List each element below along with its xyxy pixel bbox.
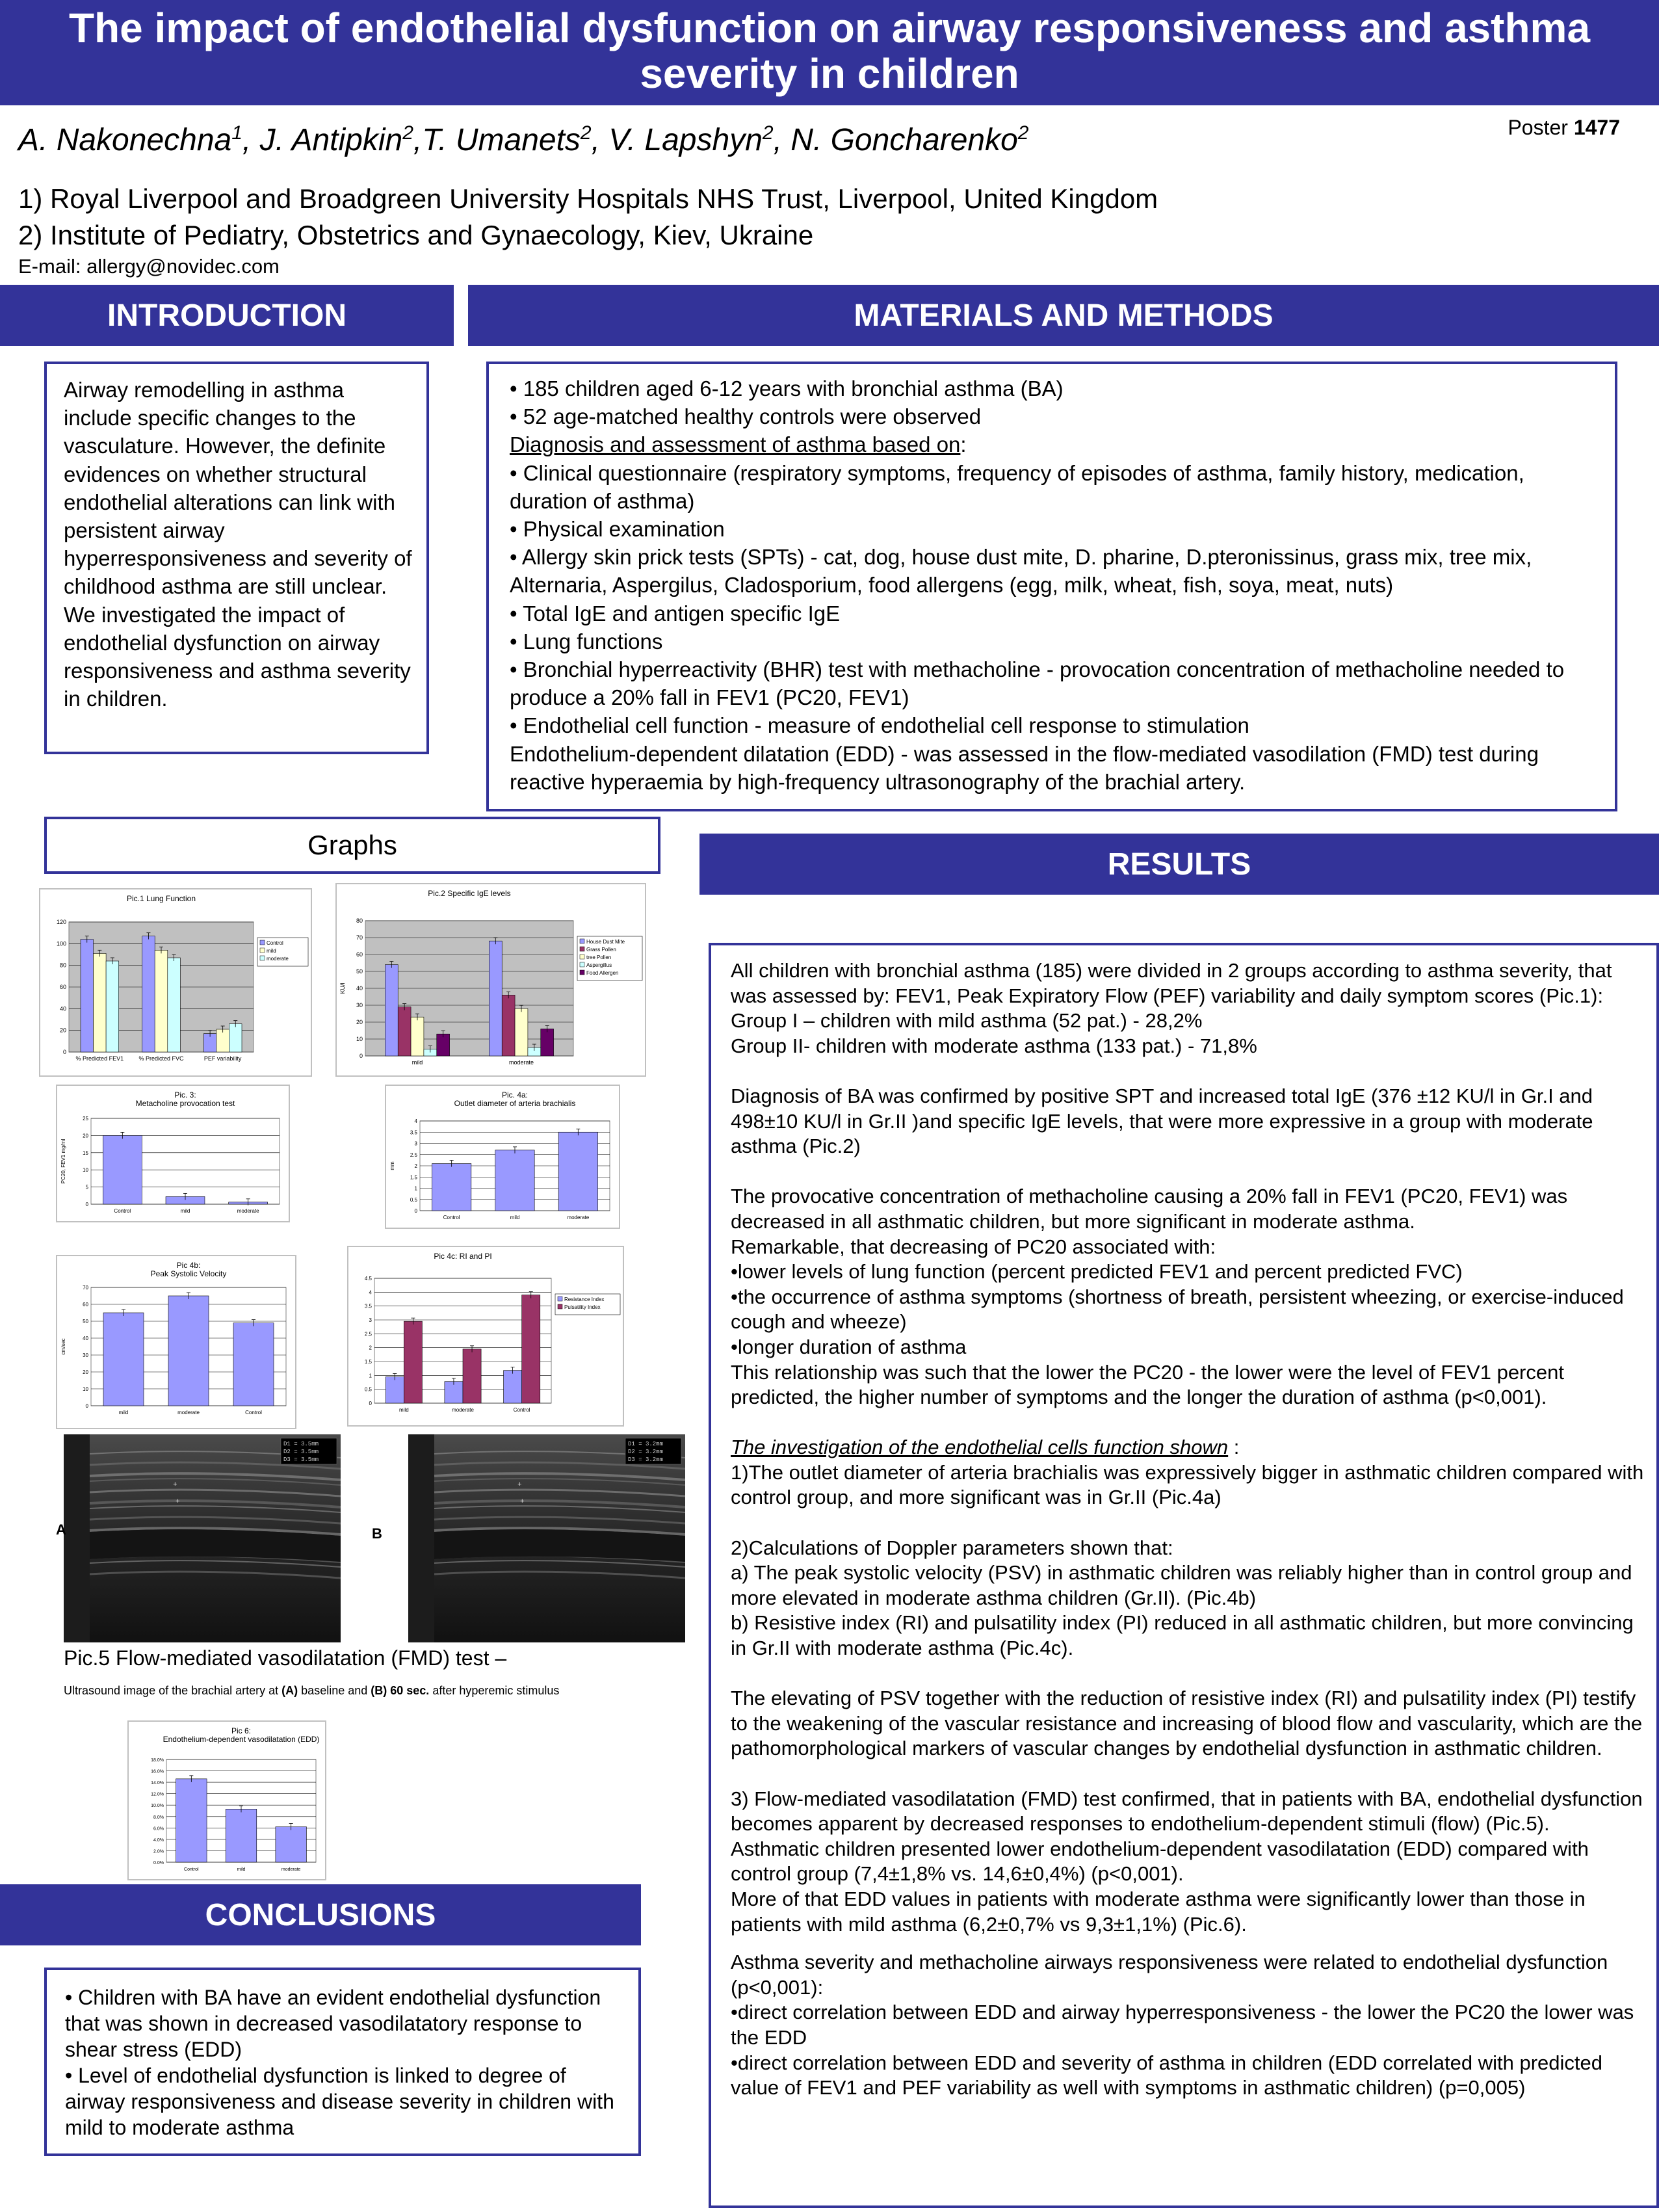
chart-title xyxy=(136,1090,235,1108)
introduction-paragraph: Airway remodelling in asthma include specific changes to the vasculature. However, the definite evidences on whether structural endothelial alterations can link with persistent airway hyperresponsiveness and severity of childhood asthma are still unclear. xyxy=(64,378,412,599)
subcaption-b: (B) 60 sec. xyxy=(371,1684,430,1697)
y-tick-label: 5 xyxy=(85,1184,88,1191)
bar-pic1-0-2 xyxy=(106,961,119,1052)
y-tick-label: 20 xyxy=(83,1369,88,1375)
y-tick-label: 0.0% xyxy=(153,1861,164,1865)
conclusions-box xyxy=(44,1968,641,2156)
diagnosis-colon: : xyxy=(960,432,967,457)
chart-svg xyxy=(57,1256,295,1428)
bar-pic4b-1-0 xyxy=(168,1296,209,1406)
y-tick-label: 70 xyxy=(356,934,363,941)
graphs-heading: Graphs xyxy=(44,817,660,874)
y-tick-label: 2 xyxy=(369,1345,372,1351)
chart-title-line: Pic 4b: xyxy=(176,1261,201,1270)
y-tick-label: 40 xyxy=(83,1336,88,1341)
poster-number: 1477 xyxy=(1573,116,1620,139)
bar-pic4a-1-0 xyxy=(495,1150,534,1211)
poster-title: The impact of endothelial dysfunction on airway responsiveness and asthma severity in children xyxy=(68,5,1591,97)
y-tick-label: 0 xyxy=(85,1403,88,1409)
y-tick-label: 4.0% xyxy=(153,1837,164,1843)
contact-email: E-mail: allergy@novidec.com xyxy=(18,255,280,278)
y-tick-label: 20 xyxy=(356,1019,363,1025)
legend-swatch xyxy=(558,1297,562,1301)
results-paragraph: b) Resistive index (RI) and pulsatility index (PI) reduced in all asthmatic children, but more convincing in Gr.II with moderate asthma (Pic.4c). xyxy=(731,1611,1634,1660)
results-paragraph: •the occurrence of asthma symptoms (shortness of breath, persistent wheezing, or exercise-induced cough and wheeze) xyxy=(731,1285,1624,1334)
y-tick-label: 15 xyxy=(83,1150,88,1156)
methods-text xyxy=(510,375,1602,796)
bar-pic2-1-1 xyxy=(502,995,515,1056)
legend-swatch xyxy=(580,955,584,959)
y-tick-label: 10.0% xyxy=(151,1804,164,1809)
bar-pic2-0-2 xyxy=(411,1017,424,1056)
author-name: N. Goncharenko xyxy=(790,123,1018,157)
y-tick-label: 10 xyxy=(356,1036,363,1042)
legend-swatch xyxy=(260,948,265,953)
results-paragraph: a) The peak systolic velocity (PSV) in asthmatic children was reliably higher than in control group and more elevated in moderate asthma children (Gr.II). (Pic.4b) xyxy=(731,1561,1632,1609)
bar-pic2-1-4 xyxy=(541,1029,554,1056)
legend-entry: mild xyxy=(267,948,276,954)
y-tick-label: 120 xyxy=(56,919,66,925)
results-paragraph: Asthma severity and methacholine airways responsiveness were related to endothelial dysfunction (p<0,001): xyxy=(731,1951,1608,1999)
y-tick-label: 4 xyxy=(369,1289,372,1296)
bar-pic1-1-0 xyxy=(142,936,155,1052)
results-paragraph: 1)The outlet diameter of arteria brachialis was expressively bigger in asthmatic children compared with control group, and more significant was in Gr.II (Pic.4a) xyxy=(731,1460,1644,1509)
ultrasound-label-a: A xyxy=(56,1521,66,1538)
bar-pic1-1-1 xyxy=(155,950,168,1052)
bar-pic4b-0-0 xyxy=(103,1313,144,1406)
x-tick-label: Control xyxy=(184,1867,199,1872)
pic5-caption: Pic.5 Flow-mediated vasodilatation (FMD) test – xyxy=(64,1646,507,1670)
methods-box xyxy=(486,362,1617,811)
bar-pic4c-2-0 xyxy=(504,1371,522,1403)
methods-subheading xyxy=(510,430,1602,458)
chart-title xyxy=(163,1726,320,1744)
y-tick-label: 3.5 xyxy=(410,1129,417,1136)
author-list: A. Nakonechna$^1$, J. Antipkin$^2$,T. Umanets$^2$, V. Lapshyn$^2$, N. Goncharenko$^2$ xyxy=(18,122,1029,157)
y-tick-label: 10 xyxy=(83,1167,88,1174)
legend-entry: Aspergillus xyxy=(586,962,612,968)
poster-label: Poster xyxy=(1508,116,1568,139)
us-caliper-mark: + xyxy=(520,1498,525,1506)
x-tick-label: Control xyxy=(443,1215,460,1220)
x-tick-label: mild xyxy=(118,1410,129,1415)
us-caliper-mark: + xyxy=(517,1481,522,1489)
chart-pic4b-peak-systolic-velocity xyxy=(56,1255,296,1429)
y-tick-label: 100 xyxy=(56,940,66,947)
introduction-paragraph: We investigated the impact of endothelial dysfunction on airway responsiveness and asthma severity in children. xyxy=(64,602,411,711)
y-tick-label: 2.5 xyxy=(410,1152,417,1158)
y-tick-label: 0.5 xyxy=(410,1196,417,1203)
legend-entry: Pulsatility Index xyxy=(564,1304,601,1310)
y-tick-label: 40 xyxy=(59,1005,66,1012)
author-affiliation-number: 1 xyxy=(231,122,242,144)
y-axis-label: mm xyxy=(389,1161,395,1170)
bar-pic6-1-0 xyxy=(226,1809,257,1862)
y-axis-label: cm/sec xyxy=(60,1338,66,1355)
y-tick-label: 6.0% xyxy=(153,1826,164,1832)
methods-heading: MATERIALS AND METHODS xyxy=(468,285,1659,346)
chart-svg xyxy=(337,884,645,1075)
results-paragraph: •lower levels of lung function (percent predicted FEV1 and percent predicted FVC) xyxy=(731,1260,1463,1284)
y-tick-label: 50 xyxy=(356,968,363,975)
title-bar xyxy=(0,0,1659,105)
y-tick-label: 3 xyxy=(414,1140,417,1147)
legend-entry: tree Pollen xyxy=(586,955,612,960)
methods-item: • Lung functions xyxy=(510,629,663,653)
legend-swatch xyxy=(580,947,584,951)
bar-pic6-2-0 xyxy=(276,1827,307,1862)
chart-title-line: Pic. 3: xyxy=(174,1090,196,1099)
methods-item: • Total IgE and antigen specific IgE xyxy=(510,601,841,625)
legend-swatch xyxy=(580,939,584,943)
methods-item: • Endothelial cell function - measure of endothelial cell response to stimulation xyxy=(510,713,1249,738)
x-tick-label: PEF variability xyxy=(203,1055,242,1062)
subcaption-part: baseline and xyxy=(298,1684,371,1697)
x-tick-label: moderate xyxy=(508,1059,534,1066)
y-tick-label: 3.5 xyxy=(364,1303,372,1310)
results-paragraph: Group II- children with moderate asthma (133 pat.) - 71,8% xyxy=(731,1034,1257,1057)
y-tick-label: 1 xyxy=(414,1185,417,1192)
bar-pic4a-0-0 xyxy=(432,1164,471,1211)
author-affiliation-number: 2 xyxy=(580,122,592,144)
conclusions-heading: CONCLUSIONS xyxy=(0,1884,641,1945)
y-tick-label: 20 xyxy=(83,1133,88,1139)
methods-item: • 52 age-matched healthy controls were observed xyxy=(510,404,982,429)
ultrasound-image-b xyxy=(408,1434,685,1642)
conclusion-item: • Children with BA have an evident endothelial dysfunction that was shown in decreased vasodilatatory response to shear stress (EDD) xyxy=(65,1986,601,2061)
author-name: T. Umanets xyxy=(422,123,581,157)
conclusion-item: • Level of endothelial dysfunction is linked to degree of airway responsiveness and disease severity in children with mild to moderate asthma xyxy=(65,2064,614,2139)
ultrasound-image-a xyxy=(64,1434,341,1642)
results-heading: RESULTS xyxy=(699,834,1659,895)
us-readout-line: D3 = 3.5mm xyxy=(283,1456,319,1463)
results-paragraph: All children with bronchial asthma (185) were divided in 2 groups according to asthma severity, that was assessed by: FEV1, Peak Expiratory Flow (PEF) variability and daily symptom scores (Pic.1): xyxy=(731,959,1612,1007)
y-tick-label: 60 xyxy=(83,1302,88,1308)
y-tick-label: 8.0% xyxy=(153,1815,164,1820)
legend-entry: House Dust Mite xyxy=(586,939,625,945)
chart-svg xyxy=(386,1086,619,1228)
results-paragraph: •direct correlation between EDD and airway hyperresponsiveness - the lower the PC20 the lower was the EDD xyxy=(731,2001,1634,2049)
legend-entry: Food Allergen xyxy=(586,970,619,976)
y-tick-label: 2 xyxy=(414,1163,417,1169)
x-tick-label: mild xyxy=(180,1208,190,1214)
chart-title-line: Pic 4c: RI and PI xyxy=(434,1252,492,1261)
results-box xyxy=(709,943,1659,2208)
chart-pic3-methacholine xyxy=(56,1085,290,1222)
affiliation-2: 2) Institute of Pediatry, Obstetrics and Gynaecology, Kiev, Ukraine xyxy=(18,220,814,250)
bar-pic2-0-1 xyxy=(398,1007,411,1056)
methods-item: • Physical examination xyxy=(510,517,725,542)
y-tick-label: 0 xyxy=(359,1053,363,1059)
author-name: J. Antipkin xyxy=(259,123,403,157)
y-tick-label: 0.5 xyxy=(364,1386,372,1393)
bar-pic2-1-2 xyxy=(515,1008,528,1056)
x-tick-label: Control xyxy=(245,1410,262,1415)
chart-title xyxy=(454,1090,576,1108)
subcaption-part: after hyperemic stimulus xyxy=(429,1684,560,1697)
x-tick-label: mild xyxy=(398,1407,409,1413)
y-tick-label: 70 xyxy=(83,1285,88,1291)
chart-pic4a-outlet-diameter xyxy=(385,1085,620,1229)
methods-item: • Allergy skin prick tests (SPTs) - cat, dog, house dust mite, D. pharine, D.pteronissinus, grass mix, tree mix, Alternaria, Aspergilus, Cladosporium, food allergens (egg, milk, wheat, fish, soya, meat, nuts) xyxy=(510,545,1532,598)
results-paragraph: •direct correlation between EDD and severity of asthma in children (EDD correlated with predicted value of FEV1 and PEF variability as well with symptoms in asthmatic children) (p=0,005) xyxy=(731,2051,1603,2100)
y-tick-label: 2.5 xyxy=(364,1331,372,1337)
introduction-box xyxy=(44,362,429,754)
legend-swatch xyxy=(260,956,265,960)
y-tick-label: 14.0% xyxy=(151,1781,164,1786)
methods-item: • Bronchial hyperreactivity (BHR) test with methacholine - provocation concentration of methacholine needed to produce a 20% fall in FEV1 (PC20, FEV1) xyxy=(510,657,1565,710)
y-tick-label: 60 xyxy=(59,984,66,990)
results-paragraph: Asthmatic children presented lower endothelium-dependent vasodilatation (EDD) compared with control group (7,4±1,8% vs. 14,6±0,4%) (p<0,001). xyxy=(731,1837,1589,1886)
chart-pic2-specific-ige xyxy=(335,883,646,1077)
y-tick-label: 2.0% xyxy=(153,1849,164,1854)
y-tick-label: 30 xyxy=(83,1352,88,1358)
chart-title xyxy=(127,894,196,903)
legend-entry: Control xyxy=(267,940,283,946)
us-caliper-mark: + xyxy=(176,1498,180,1506)
bar-pic6-0-0 xyxy=(176,1779,207,1862)
us-readout-line: D3 = 3.2mm xyxy=(628,1456,664,1463)
y-tick-label: 1.5 xyxy=(364,1359,372,1365)
chart-title-line: Pic.1 Lung Function xyxy=(126,894,196,903)
x-tick-label: % Predicted FEV1 xyxy=(75,1055,124,1062)
y-tick-label: 12.0% xyxy=(151,1792,164,1797)
bar-pic4b-2-0 xyxy=(233,1323,274,1406)
results-text xyxy=(731,958,1645,2101)
affiliation-1: 1) Royal Liverpool and Broadgreen University Hospitals NHS Trust, Liverpool, United Kingdom xyxy=(18,183,1158,214)
bar-pic4c-1-1 xyxy=(463,1349,481,1403)
bar-pic4a-2-0 xyxy=(558,1132,597,1211)
x-tick-label: moderate xyxy=(177,1410,200,1415)
bar-pic4c-2-1 xyxy=(522,1295,540,1403)
y-tick-label: 18.0% xyxy=(151,1758,164,1763)
y-tick-label: 3 xyxy=(369,1317,372,1323)
chart-title-line: Endothelium-dependent vasodilatation (EDD) xyxy=(163,1735,320,1744)
chart-title-line: Pic 6: xyxy=(231,1726,252,1735)
y-tick-label: 60 xyxy=(356,951,363,958)
ultrasound-svg xyxy=(64,1434,341,1642)
author-affiliation-number: 2 xyxy=(1017,122,1029,144)
bar-pic3-0-0 xyxy=(103,1135,142,1204)
bar-pic2-0-0 xyxy=(385,965,398,1056)
x-tick-label: mild xyxy=(237,1867,246,1872)
y-tick-label: 50 xyxy=(83,1319,88,1324)
chart-title-line: Outlet diameter of arteria brachialis xyxy=(454,1099,576,1108)
y-tick-label: 0 xyxy=(414,1208,417,1214)
chart-title xyxy=(428,889,510,898)
results-paragraph: Group I – children with mild asthma (52 pat.) - 28,2% xyxy=(731,1009,1203,1033)
author-name: A. Nakonechna xyxy=(18,123,232,157)
subcaption-part: Ultrasound image of the brachial artery at xyxy=(64,1684,282,1697)
ultrasound-label-b: B xyxy=(372,1525,382,1542)
y-tick-label: 20 xyxy=(59,1027,66,1034)
chart-pic6-edd xyxy=(127,1720,326,1880)
legend-swatch xyxy=(580,962,584,967)
conclusions-text xyxy=(65,1984,623,2140)
methods-item: Endothelium-dependent dilatation (EDD) - was assessed in the flow-mediated vasodilation (FMD) test during reactive hyperaemia by high-frequency ultrasonography of the brachial artery. xyxy=(510,741,1539,794)
introduction-text xyxy=(64,376,412,713)
x-tick-label: Control xyxy=(513,1407,530,1413)
y-tick-label: 1.5 xyxy=(410,1174,417,1181)
y-tick-label: 40 xyxy=(356,985,363,992)
pic5-subcaption xyxy=(64,1684,559,1698)
y-axis-label: PC20, FEV1 mg/ml xyxy=(60,1139,66,1184)
y-tick-label: 0 xyxy=(369,1401,372,1406)
us-readout-line: D1 = 3.2mm xyxy=(628,1441,664,1447)
y-tick-label: 80 xyxy=(356,917,363,924)
diagnosis-heading: Diagnosis and assessment of asthma based on xyxy=(510,432,961,457)
x-tick-label: moderate xyxy=(281,1867,301,1872)
bar-pic1-1-2 xyxy=(168,958,181,1052)
us-caliper-mark: + xyxy=(173,1481,177,1489)
y-tick-label: 4 xyxy=(414,1118,417,1124)
bar-pic4c-0-0 xyxy=(385,1376,404,1403)
chart-title-line: Pic. 4a: xyxy=(501,1090,529,1099)
bar-pic1-2-1 xyxy=(216,1029,229,1052)
chart-title-line: Peak Systolic Velocity xyxy=(150,1269,227,1278)
endothelial-heading: The investigation of the endothelial cells function shown xyxy=(731,1436,1229,1459)
chart-svg xyxy=(129,1722,325,1879)
us-readout-line: D2 = 3.2mm xyxy=(628,1449,664,1455)
methods-item: • Clinical questionnaire (respiratory symptoms, frequency of episodes of asthma, family history, medication, duration of asthma) xyxy=(510,460,1524,513)
legend-swatch xyxy=(558,1304,562,1309)
x-tick-label: Control xyxy=(114,1208,131,1214)
legend-entry: moderate xyxy=(267,956,289,962)
ultrasound-svg xyxy=(408,1434,685,1642)
chart-svg xyxy=(57,1086,289,1221)
y-tick-label: 80 xyxy=(59,962,66,969)
y-tick-label: 0 xyxy=(62,1049,66,1055)
bar-pic2-1-0 xyxy=(489,941,502,1056)
us-readout-line: D2 = 3.5mm xyxy=(283,1449,319,1455)
y-tick-label: 4.5 xyxy=(364,1276,372,1282)
author-affiliation-number: 2 xyxy=(402,122,413,144)
chart-pic4c-ri-pi xyxy=(347,1246,624,1427)
results-paragraph: •longer duration of asthma xyxy=(731,1335,967,1358)
chart-svg xyxy=(348,1247,623,1425)
legend-entry: Resistance Index xyxy=(564,1297,605,1302)
x-tick-label: % Predicted FVC xyxy=(138,1055,184,1062)
results-paragraph: More of that EDD values in patients with moderate asthma were significantly lower than those in patients with mild asthma (6,2±0,7% vs 9,3±1,1%) (Pic.6). xyxy=(731,1887,1586,1936)
y-tick-label: 16.0% xyxy=(151,1769,164,1774)
results-paragraph: The provocative concentration of methacholine causing a 20% fall in FEV1 (PC20, FEV1) was decreased in all asthmatic children, but more significant in moderate asthma. xyxy=(731,1185,1568,1233)
x-tick-label: moderate xyxy=(567,1215,590,1220)
results-paragraph: The elevating of PSV together with the reduction of resistive index (RI) and pulsatility index (PI) testify to the weakening of the vascular resistance and increasing of blood flow and vascularity, which are the pathomorphological markers of vascular changes by endothelial dysfunction in asthmatic children. xyxy=(731,1687,1643,1760)
legend-entry: Grass Pollen xyxy=(586,947,616,953)
x-tick-label: moderate xyxy=(237,1208,259,1214)
y-tick-label: 0 xyxy=(85,1202,88,1207)
legend-swatch xyxy=(260,940,265,945)
x-tick-label: moderate xyxy=(452,1407,474,1413)
bar-pic1-2-2 xyxy=(229,1024,242,1052)
author-affiliation-number: 2 xyxy=(762,122,774,144)
results-paragraph: Diagnosis of BA was confirmed by positive SPT and increased total IgE (376 ±12 KU/l in Gr.I and 498±10 KU/l in Gr.II )and specific IgE levels, that were more expressive in a group with moderate asthma (Pic.2) xyxy=(731,1084,1593,1158)
methods-item: • 185 children aged 6-12 years with bronchial asthma (BA) xyxy=(510,376,1064,401)
subcaption-a: (A) xyxy=(281,1684,298,1697)
y-axis-label: KU/l xyxy=(339,982,346,994)
x-tick-label: mild xyxy=(510,1215,520,1220)
chart-title-line: Metacholine provocation test xyxy=(135,1099,235,1108)
y-tick-label: 1 xyxy=(369,1373,372,1379)
chart-pic1-lung-function xyxy=(39,888,312,1077)
poster-number-label xyxy=(1508,116,1620,140)
chart-svg xyxy=(40,889,311,1075)
introduction-heading: INTRODUCTION xyxy=(0,285,454,346)
us-readout-line: D1 = 3.5mm xyxy=(283,1441,319,1447)
chart-title xyxy=(151,1261,227,1278)
results-paragraph: Remarkable, that decreasing of PC20 associated with: xyxy=(731,1235,1216,1258)
bar-pic2-0-4 xyxy=(437,1034,450,1056)
results-paragraph: 2)Calculations of Doppler parameters shown that: xyxy=(731,1536,1173,1559)
results-paragraph xyxy=(731,1435,1645,1460)
author-name: V. Lapshyn xyxy=(608,123,763,157)
bar-pic1-0-1 xyxy=(94,953,107,1052)
chart-title-line: Pic.2 Specific IgE levels xyxy=(428,889,511,898)
y-tick-label: 10 xyxy=(83,1386,88,1392)
y-tick-label: 25 xyxy=(83,1116,88,1122)
endothelial-heading-colon: : xyxy=(1228,1436,1240,1459)
chart-title xyxy=(434,1252,491,1261)
legend-swatch xyxy=(580,970,584,975)
x-tick-label: mild xyxy=(411,1059,423,1066)
bar-pic1-0-0 xyxy=(81,940,94,1052)
y-tick-label: 30 xyxy=(356,1002,363,1008)
bar-pic4c-0-1 xyxy=(404,1321,422,1403)
results-paragraph: 3) Flow-mediated vasodilatation (FMD) test confirmed, that in patients with BA, endothelial dysfunction becomes apparent by decreased responses to endothelium-dependent stimuli (flow) (Pic.5). xyxy=(731,1787,1643,1836)
results-paragraph: This relationship was such that the lower the PC20 - the lower were the level of FEV1 percent predicted, the higher number of symptoms and the longer the duration of asthma (p<0,001). xyxy=(731,1360,1564,1409)
